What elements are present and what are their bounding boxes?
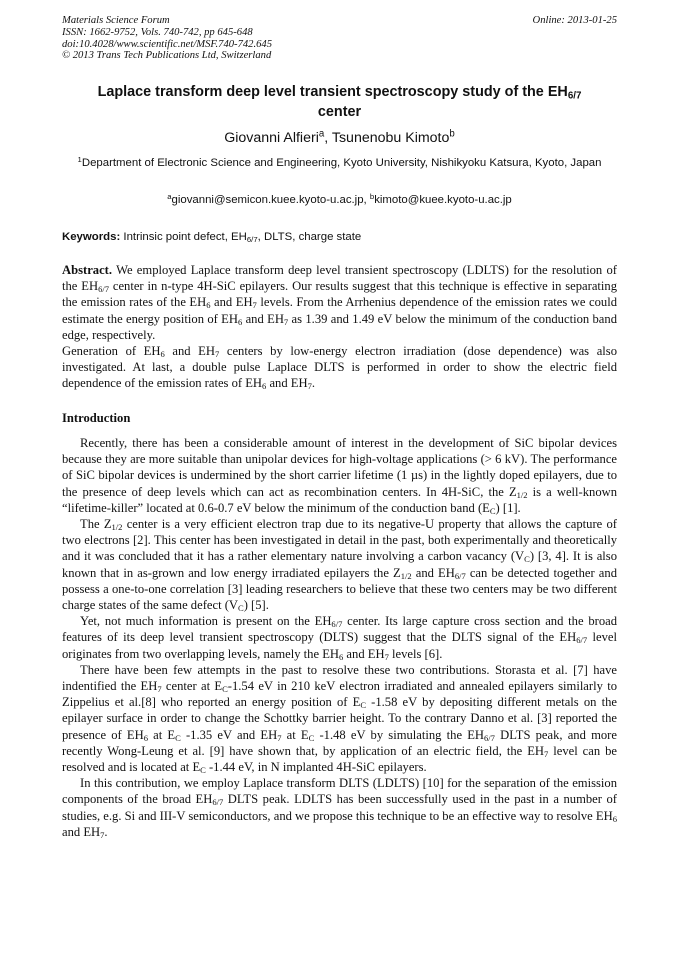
affiliation: [62, 156, 617, 172]
abstract-label: Abstract.: [62, 263, 113, 277]
journal-header: [62, 15, 617, 62]
keywords-subscript: 6/7: [246, 234, 258, 244]
text-run: ) [5].: [243, 598, 269, 613]
email-a: giovanni@semicon.kuee.kyoto-u.ac.jp,: [171, 194, 370, 206]
text-run: levels. From the Arrhenius dependence of the emission rates we could estimate the energy position of EH: [62, 295, 617, 326]
issn-line: ISSN: 1662-9752, Vols. 740-742, pp 645-648: [62, 26, 253, 38]
text-run: center. Its large capture cross section and the broad features of its deep level transient spectroscopy (DLTS) suggest that the DLTS signal of the EH: [62, 614, 618, 645]
subscript: 7: [307, 381, 312, 392]
subscript: 7: [157, 684, 162, 695]
author-list: [62, 129, 617, 147]
text-run: levels [6].: [388, 646, 443, 661]
subscript: 6/7: [98, 284, 109, 295]
title-end: center: [317, 104, 362, 120]
text-run: and EH: [242, 311, 284, 326]
text-run: Recently, there has been a considerable amount of interest in the development of SiC bipolar devices because they are more suitable than unipolar devices for high-voltage applications (> 6 kV). The performance of SiC bipolar devices is undermined by the short carrier lifetime (1 µs) in the lightly doped epilayers, due to the presence of deep levels which can act as recombination centers. In 4H-SiC, the Z: [62, 436, 617, 499]
text-run: -1.44 eV, in N implanted 4H-SiC epilayers.: [205, 760, 427, 775]
text-run: and EH: [411, 565, 455, 580]
title-main: Laplace transform deep level transient spectroscopy study of the EH: [97, 84, 568, 100]
text-run: at E: [147, 727, 176, 742]
text-run: DLTS peak, and more recently Wong-Leung et al. [9] have shown that, by application of an electric field, the EH: [62, 727, 617, 758]
subscript: 7: [283, 316, 289, 327]
subscript: 6: [143, 732, 148, 743]
author-1: Giovanni Alfieri: [224, 130, 319, 146]
text-run: -1.48 eV by simulating the EH: [314, 727, 485, 742]
text-run: -1.35 eV and EH: [180, 727, 278, 742]
abstract-paragraph-1: [62, 262, 617, 343]
text-run: There have been few attempts in the past to resolve these two contributions. Storasta et al. [7] have indentified the EH: [62, 662, 617, 694]
copyright-line: © 2013 Trans Tech Publications Ltd, Switzerland: [62, 50, 272, 62]
text-run: -1.58 eV by depositing different metals on the epilayer surface in order to change the Schottky barrier height. To the contrary Danno et al. [3] reported the presence of EH: [62, 695, 617, 742]
subscript: C: [360, 700, 367, 711]
keywords-text-2: , DLTS, charge state: [257, 231, 362, 243]
subscript: 6: [237, 316, 243, 327]
journal-name: Materials Science Forum: [62, 15, 170, 26]
abstract-paragraph-2: [62, 343, 617, 392]
text-run: center in n-type 4H-SiC epilayers. Our results suggest that this technique is effective in separating the emission rates of the EH: [62, 279, 618, 310]
online-date: Online: 2013-01-25: [532, 15, 617, 26]
text-run: Yet, not much information is present on the EH: [80, 614, 332, 629]
text-run: centers by low-energy electron irradiation (dose dependence) was also investigated. At last, a double pulse Laplace DLTS is performed in order to show the electric field dependence of the emission rates of EH: [62, 344, 617, 391]
intro-paragraph: [62, 775, 617, 840]
author-2: Tsunenobu Kimoto: [331, 130, 450, 146]
subscript: 7: [543, 749, 549, 759]
abstract: [62, 262, 617, 392]
text-run: and EH: [266, 376, 308, 391]
text-run: center is a very efficient electron trap due to its negative-U property that allows the capture of two electrons [2]. This center has been investigated in detail in the past, both experimentally and theoretically and it was concluded that it has a rather elementary nature involving a carbon vacancy (V: [62, 517, 617, 564]
email-b: kimoto@kuee.kyoto-u.ac.jp: [374, 194, 512, 206]
subscript: 6: [160, 349, 165, 360]
intro-paragraph: [62, 613, 617, 662]
subscript: 6/7: [212, 797, 224, 808]
subscript: 6/7: [331, 619, 343, 630]
text-run: is a well-known “lifetime-killer” located at 0.6-0.7 eV below the minimum of the conduction band (E: [62, 484, 618, 515]
subscript: C: [489, 505, 496, 516]
subscript: C: [524, 554, 530, 565]
subscript: C: [175, 732, 181, 743]
email-b-mark: b: [369, 191, 375, 201]
subscript: 6: [612, 813, 617, 824]
subscript: C: [238, 603, 244, 614]
text-run: at E: [281, 727, 309, 742]
subscript: 7: [277, 732, 282, 743]
text-run: .: [104, 824, 108, 839]
text-run: level can be resolved and is located at E: [62, 743, 617, 775]
affiliation-mark: 1: [77, 154, 82, 164]
paper-title: [62, 82, 617, 122]
text-run: The Z: [80, 517, 112, 532]
text-run: Generation of EH: [62, 344, 161, 359]
affiliation-text: Department of Electronic Science and Engineering, Kyoto University, Nishikyoku Katsura, Kyoto, Japan: [81, 157, 602, 169]
subscript: 6: [339, 651, 344, 662]
subscript: 6/7: [484, 732, 495, 743]
subscript: C: [308, 732, 315, 743]
subscript: 6/7: [576, 635, 588, 646]
introduction-body: [62, 435, 617, 840]
section-heading-introduction: Introduction: [62, 411, 131, 425]
text-run: and EH: [343, 646, 385, 661]
subscript: 1/2: [111, 522, 123, 533]
keywords-label: Keywords:: [62, 231, 121, 243]
text-run: and EH: [62, 824, 101, 839]
subscript: 7: [252, 300, 257, 311]
abstract-text-1: [62, 263, 617, 342]
doi-line: doi:10.4028/www.scientific.net/MSF.740-742.645: [62, 38, 272, 50]
subscript: 1/2: [400, 570, 412, 581]
subscript: 6/7: [454, 570, 466, 581]
text-run: In this contribution, we employ Laplace transform DLTS (LDLTS) [10] for the separation of the emission components of the broad EH: [62, 776, 617, 807]
text-run: center at E: [161, 679, 223, 694]
text-run: ) [3, 4]. It is also known that in as-grown and low energy irradiated epilayers the Z: [62, 549, 617, 580]
subscript: C: [200, 765, 206, 776]
text-run: and EH: [164, 344, 215, 359]
subscript: 7: [100, 830, 105, 841]
subscript: 6: [206, 300, 211, 311]
text-run: as 1.39 and 1.49 eV below the minimum of the conduction band edge, respectively.: [62, 311, 617, 342]
text-run: .: [311, 376, 316, 391]
intro-paragraph: [62, 435, 617, 516]
subscript: 7: [214, 349, 220, 360]
author-separator: ,: [324, 130, 332, 146]
author-1-mark: a: [318, 128, 325, 140]
email-a-mark: a: [167, 191, 172, 201]
subscript: 6: [262, 381, 267, 392]
text-run: and EH: [210, 295, 253, 310]
keywords: [62, 230, 617, 245]
keywords-text-1: Intrinsic point defect, EH: [120, 231, 247, 243]
text-run: DLTS peak. LDLTS has been successfully used in the past in a number of studies, e.g. Si and III-V semiconductors, and we propose this technique to be an effective way to resolve EH: [62, 792, 617, 823]
subscript: 1/2: [516, 489, 528, 500]
title-subscript: 6/7: [567, 90, 582, 102]
author-2-mark: b: [449, 128, 455, 140]
intro-paragraph: [62, 516, 617, 613]
text-run: We employed Laplace transform deep level transient spectroscopy (LDLTS) for the resolution of the EH: [62, 263, 617, 294]
text-run: can be detected together and possess a one-to-one correlation [3] leading researchers to believe that these two centers may be two different charge states of the same defect (V: [62, 565, 617, 613]
text-run: ) [1].: [495, 500, 521, 515]
author-emails: [62, 193, 617, 208]
text-run: -1.54 eV in 210 keV electron irradiated and annealed epilayers similarly to Zippelius et al.[8] who reported an energy position of E: [62, 679, 617, 710]
subscript: 7: [384, 651, 389, 662]
intro-paragraph: [62, 662, 617, 775]
text-run: level originates from two overlapping levels, namely the EH: [62, 630, 617, 661]
subscript: C: [222, 684, 228, 695]
